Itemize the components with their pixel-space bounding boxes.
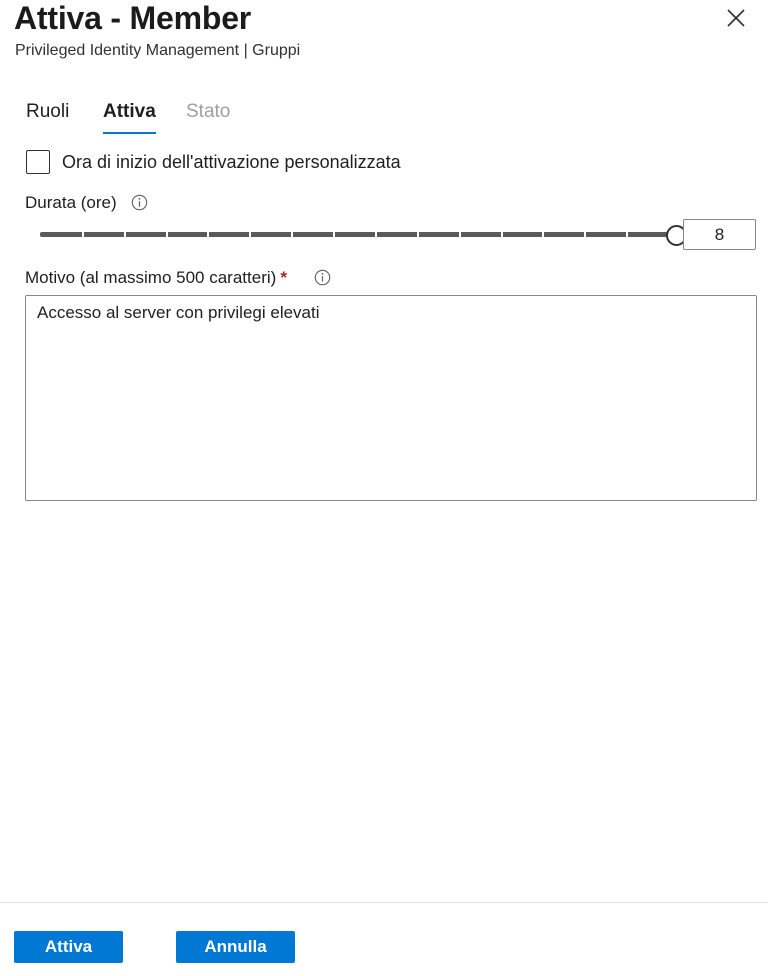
slider-tick — [291, 232, 293, 237]
reason-label — [25, 267, 287, 289]
close-button[interactable] — [724, 6, 748, 30]
close-icon — [724, 6, 748, 30]
required-marker: * — [280, 268, 287, 287]
slider-tick — [375, 232, 377, 237]
slider-tick — [82, 232, 84, 237]
slider-tick — [542, 232, 544, 237]
custom-start-checkbox[interactable] — [26, 150, 50, 174]
slider-track — [40, 232, 668, 237]
duration-label: Durata (ore) — [25, 193, 117, 212]
slider-tick — [249, 232, 251, 237]
slider-tick — [626, 232, 628, 237]
info-icon[interactable] — [131, 194, 148, 211]
reason-label-text: Motivo (al massimo 500 caratteri) — [25, 268, 277, 287]
slider-tick — [501, 232, 503, 237]
panel-subtitle: Privileged Identity Management | Gruppi — [15, 42, 301, 59]
slider-tick — [124, 232, 126, 237]
slider-tick — [584, 232, 586, 237]
panel-title: Attiva - Member — [14, 0, 252, 36]
tab-ruoli[interactable]: Ruoli — [26, 101, 70, 122]
duration-input[interactable] — [683, 219, 756, 250]
custom-start-label[interactable]: Ora di inizio dell'attivazione personalizzata — [62, 152, 401, 172]
info-icon[interactable] — [314, 269, 331, 286]
slider-tick — [417, 232, 419, 237]
slider-tick — [207, 232, 209, 237]
reason-textarea[interactable] — [25, 295, 757, 501]
slider-tick — [333, 232, 335, 237]
tab-stato: Stato — [186, 101, 231, 122]
slider-tick — [459, 232, 461, 237]
activate-button[interactable]: Attiva — [14, 931, 123, 963]
cancel-button[interactable]: Annulla — [176, 931, 295, 963]
duration-slider[interactable] — [40, 224, 680, 248]
tab-attiva[interactable]: Attiva — [103, 101, 156, 122]
slider-tick — [166, 232, 168, 237]
footer-divider — [0, 902, 768, 903]
